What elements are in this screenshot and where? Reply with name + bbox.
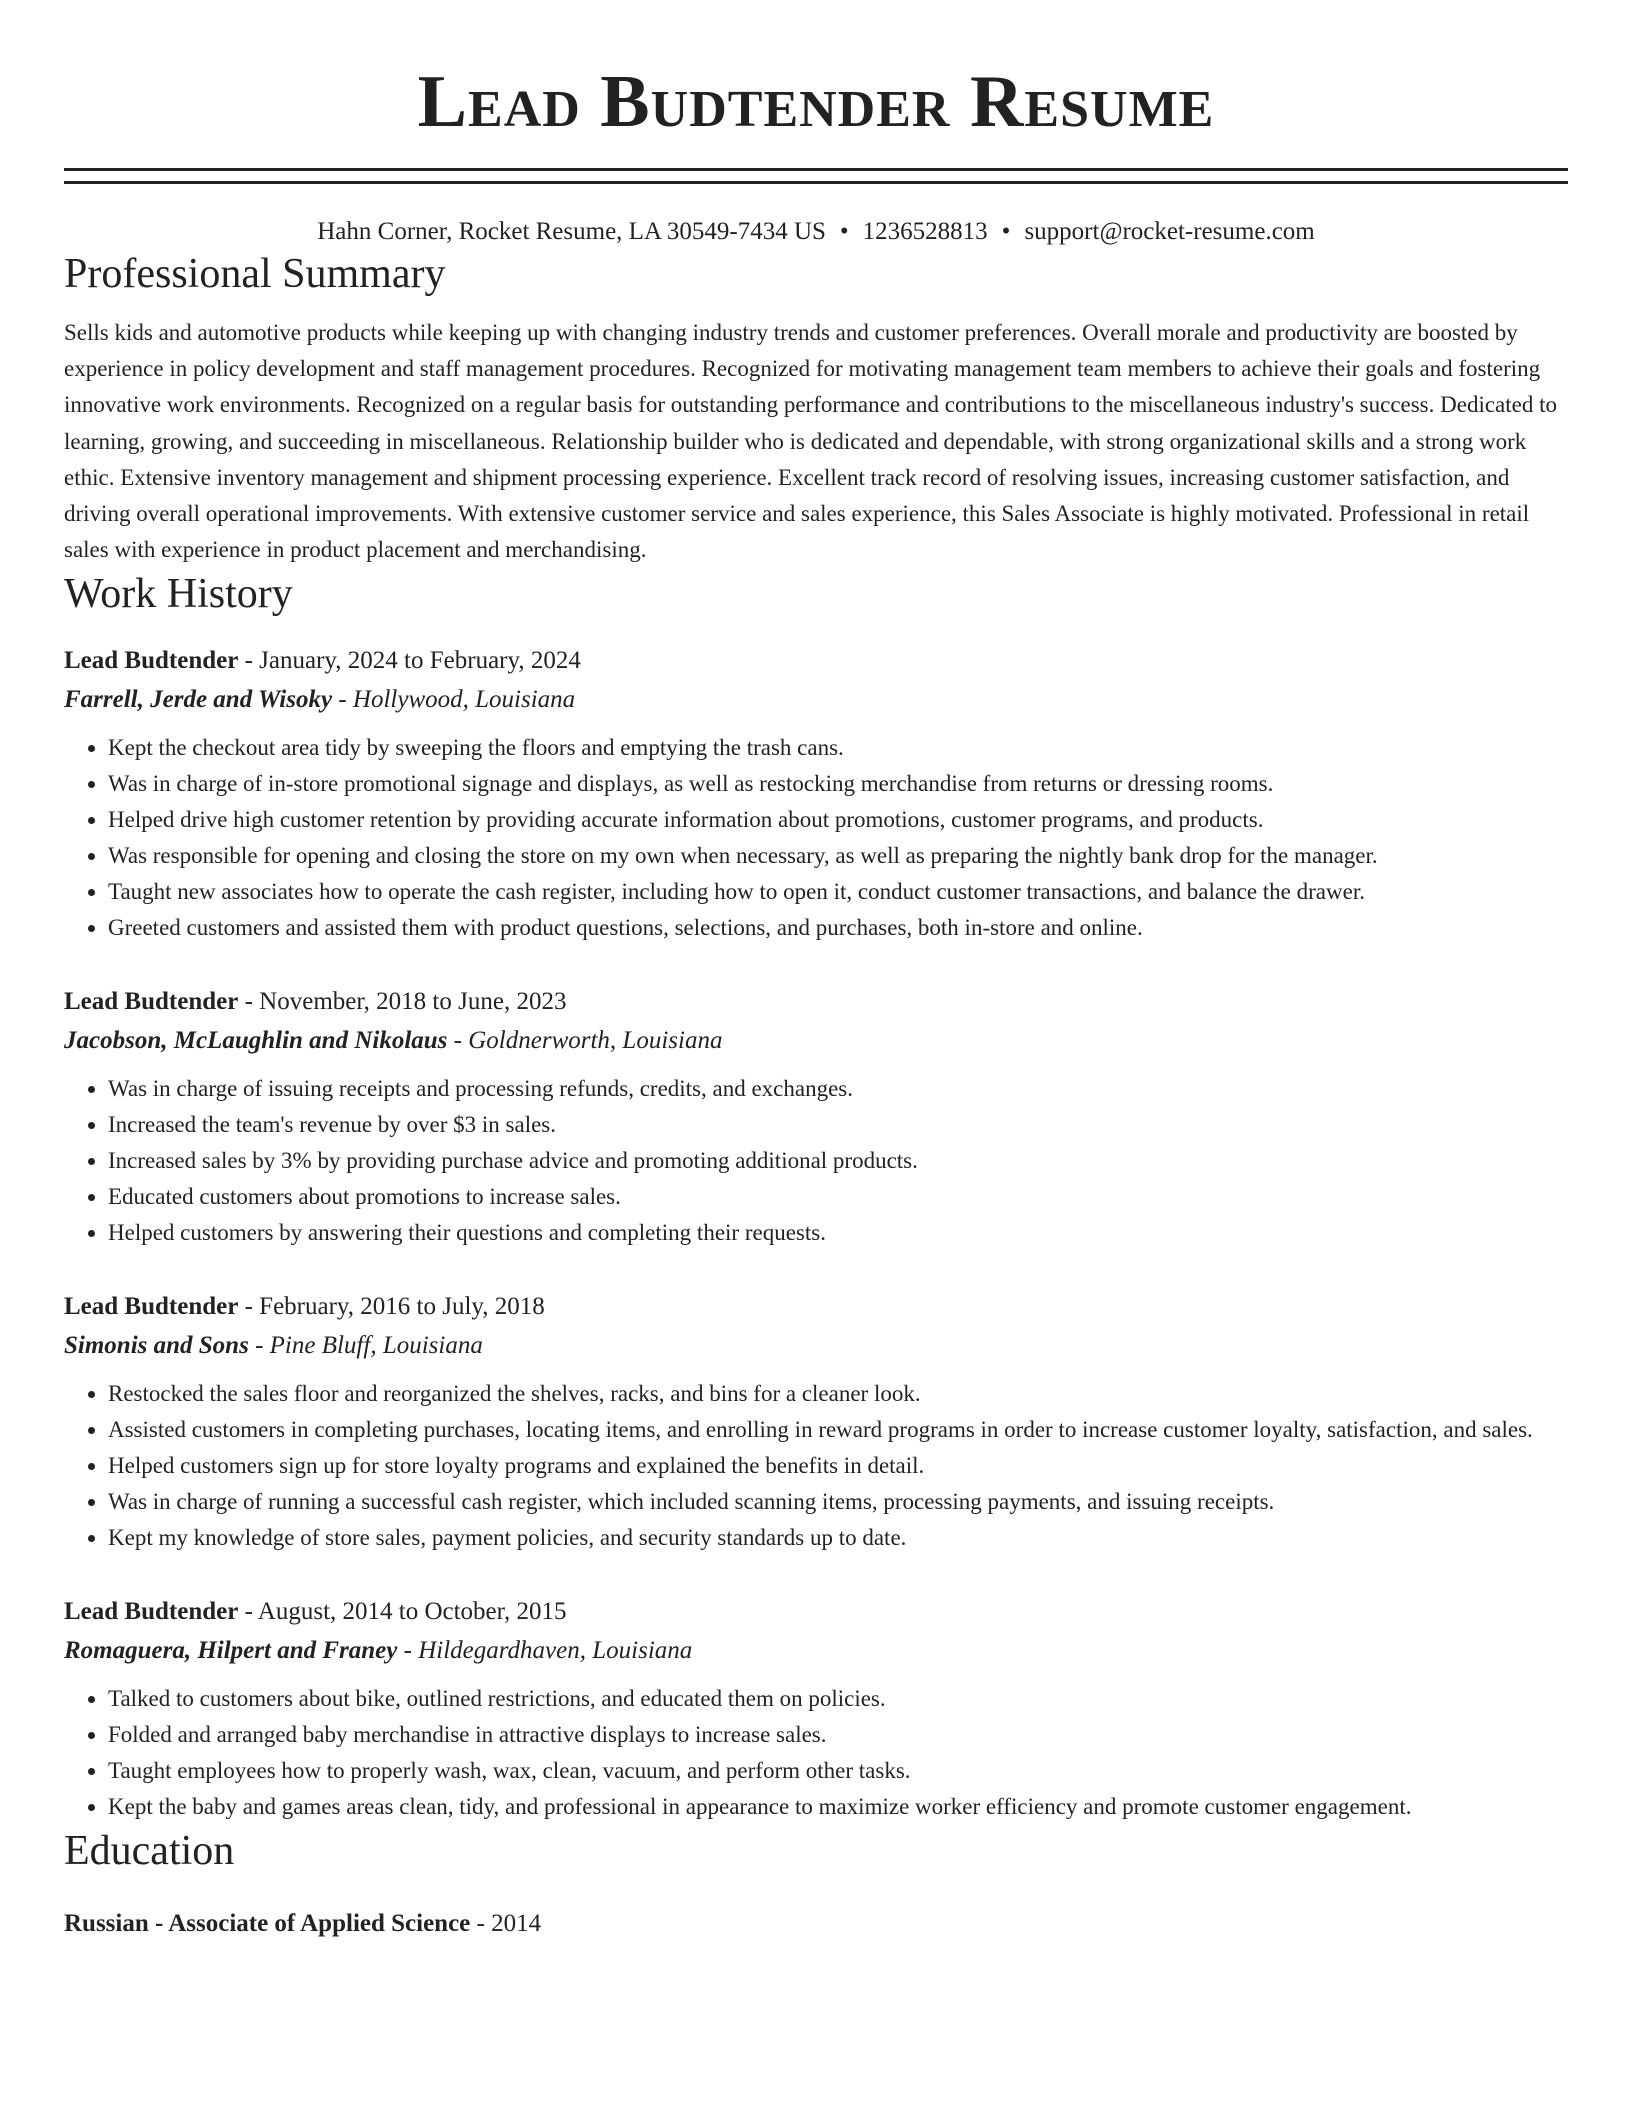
bullet-item: • Was in charge of in-store promotional signage and displays, as well as restocking merchandise from returns or dressing rooms. xyxy=(108,766,1568,802)
bullet-item: • Increased sales by 3% by providing purchase advice and promoting additional products. xyxy=(108,1143,1568,1179)
company-name: Farrell, Jerde and Wisoky xyxy=(64,686,333,714)
education-heading: Education xyxy=(64,1828,235,1875)
contact-phone: 1236528813 xyxy=(862,218,988,245)
education-entry xyxy=(64,1905,1568,1943)
title-double-rule xyxy=(64,168,1568,184)
contact-separator: • xyxy=(839,218,849,245)
company-name: Romaguera, Hilpert and Franey xyxy=(64,1637,398,1665)
bullet-item: • Folded and arranged baby merchandise in attractive displays to increase sales. xyxy=(108,1717,1568,1753)
education-section xyxy=(64,1825,1568,1943)
job-title-line xyxy=(64,983,1568,1021)
education-year: - 2014 xyxy=(470,1910,542,1938)
job-bullets xyxy=(64,1681,1568,1825)
contact-line xyxy=(64,216,1568,248)
contact-email: support@rocket-resume.com xyxy=(1024,218,1315,245)
company-line xyxy=(64,1326,1568,1366)
job-entry xyxy=(64,1593,1568,1825)
job-bullets xyxy=(64,1376,1568,1556)
company-line xyxy=(64,1021,1568,1061)
bullet-item: • Was in charge of running a successful cash register, which included scanning items, processing payments, and issuing receipts. xyxy=(108,1484,1568,1520)
work-history-section xyxy=(64,568,1568,1825)
company-location: - Pine Bluff, Louisiana xyxy=(248,1332,483,1360)
bullet-item: • Greeted customers and assisted them with product questions, selections, and purchases, both in-store and online. xyxy=(108,910,1568,946)
company-name: Jacobson, McLaughlin and Nikolaus xyxy=(64,1027,448,1055)
job-bullets xyxy=(64,1071,1568,1251)
job-title: Lead Budtender xyxy=(64,1293,239,1321)
job-entry xyxy=(64,983,1568,1251)
job-dates: - November, 2018 to June, 2023 xyxy=(238,988,567,1016)
bullet-item: • Was in charge of issuing receipts and processing refunds, credits, and exchanges. xyxy=(108,1071,1568,1107)
company-line xyxy=(64,680,1568,720)
education-degree: Russian - Associate of Applied Science xyxy=(64,1910,471,1938)
job-dates: - January, 2024 to February, 2024 xyxy=(238,647,581,675)
bullet-item: • Was responsible for opening and closing the store on my own when necessary, as well as preparing the nightly bank drop for the manager. xyxy=(108,838,1568,874)
summary-heading: Professional Summary xyxy=(64,251,446,297)
job-entry xyxy=(64,642,1568,946)
bullet-item: • Increased the team's revenue by over $3 in sales. xyxy=(108,1107,1568,1143)
bullet-item: • Assisted customers in completing purchases, locating items, and enrolling in reward programs in order to increase customer loyalty, satisfaction, and sales. xyxy=(108,1412,1568,1448)
bullet-item: • Helped customers sign up for store loyalty programs and explained the benefits in detail. xyxy=(108,1448,1568,1484)
work-history-heading: Work History xyxy=(64,571,293,618)
contact-address: Hahn Corner, Rocket Resume, LA 30549-7434 US xyxy=(317,218,826,245)
job-title: Lead Budtender xyxy=(64,1598,239,1626)
bullet-item: • Taught employees how to properly wash, wax, clean, vacuum, and perform other tasks. xyxy=(108,1753,1568,1789)
company-location: - Goldnerworth, Louisiana xyxy=(447,1027,723,1055)
company-line xyxy=(64,1631,1568,1671)
summary-section xyxy=(64,248,1568,568)
bullet-item: • Restocked the sales floor and reorganized the shelves, racks, and bins for a cleaner look. xyxy=(108,1376,1568,1412)
bullet-item: • Educated customers about promotions to increase sales. xyxy=(108,1179,1568,1215)
job-dates: - February, 2016 to July, 2018 xyxy=(238,1293,545,1321)
company-name: Simonis and Sons xyxy=(64,1332,249,1360)
job-title: Lead Budtender xyxy=(64,988,239,1016)
job-bullets xyxy=(64,730,1568,946)
job-title-line xyxy=(64,1288,1568,1326)
company-location: - Hollywood, Louisiana xyxy=(332,686,576,714)
job-title-line xyxy=(64,642,1568,680)
job-entry xyxy=(64,1288,1568,1556)
bullet-item: • Kept the checkout area tidy by sweeping the floors and emptying the trash cans. xyxy=(108,730,1568,766)
company-location: - Hildegardhaven, Louisiana xyxy=(397,1637,693,1665)
job-dates: - August, 2014 to October, 2015 xyxy=(238,1598,567,1626)
resume-title: Lead Budtender Resume xyxy=(417,61,1215,143)
job-title-line xyxy=(64,1593,1568,1631)
bullet-item: • Kept the baby and games areas clean, tidy, and professional in appearance to maximize worker efficiency and promote customer engagement. xyxy=(108,1789,1568,1825)
bullet-item: • Taught new associates how to operate the cash register, including how to open it, conduct customer transactions, and balance the drawer. xyxy=(108,874,1568,910)
bullet-item: • Talked to customers about bike, outlined restrictions, and educated them on policies. xyxy=(108,1681,1568,1717)
contact-separator: • xyxy=(1001,218,1011,245)
summary-text: Sells kids and automotive products while keeping up with changing industry trends and customer preferences. Overall morale and productivity are boosted by experience in policy development and staff management procedures. Recognized for motivating management team members to achieve their goals and fostering innovative work environments. Recognized on a regular basis for outstanding performance and contributions to the miscellaneous industry's success. Dedicated to learning, growing, and succeeding in miscellaneous. Relationship builder who is dedicated and dependable, with strong organizational skills and a strong work ethic. Extensive inventory management and shipment processing experience. Excellent track record of resolving issues, increasing customer satisfaction, and driving overall operational improvements. With extensive customer service and sales experience, this Sales Associate is highly motivated. Professional in retail sales with experience in product placement and merchandising. xyxy=(64,320,1558,563)
bullet-item: • Helped customers by answering their questions and completing their requests. xyxy=(108,1215,1568,1251)
job-title: Lead Budtender xyxy=(64,647,239,675)
bullet-item: • Helped drive high customer retention by providing accurate information about promotions, customer programs, and products. xyxy=(108,802,1568,838)
bullet-item: • Kept my knowledge of store sales, payment policies, and security standards up to date. xyxy=(108,1520,1568,1556)
